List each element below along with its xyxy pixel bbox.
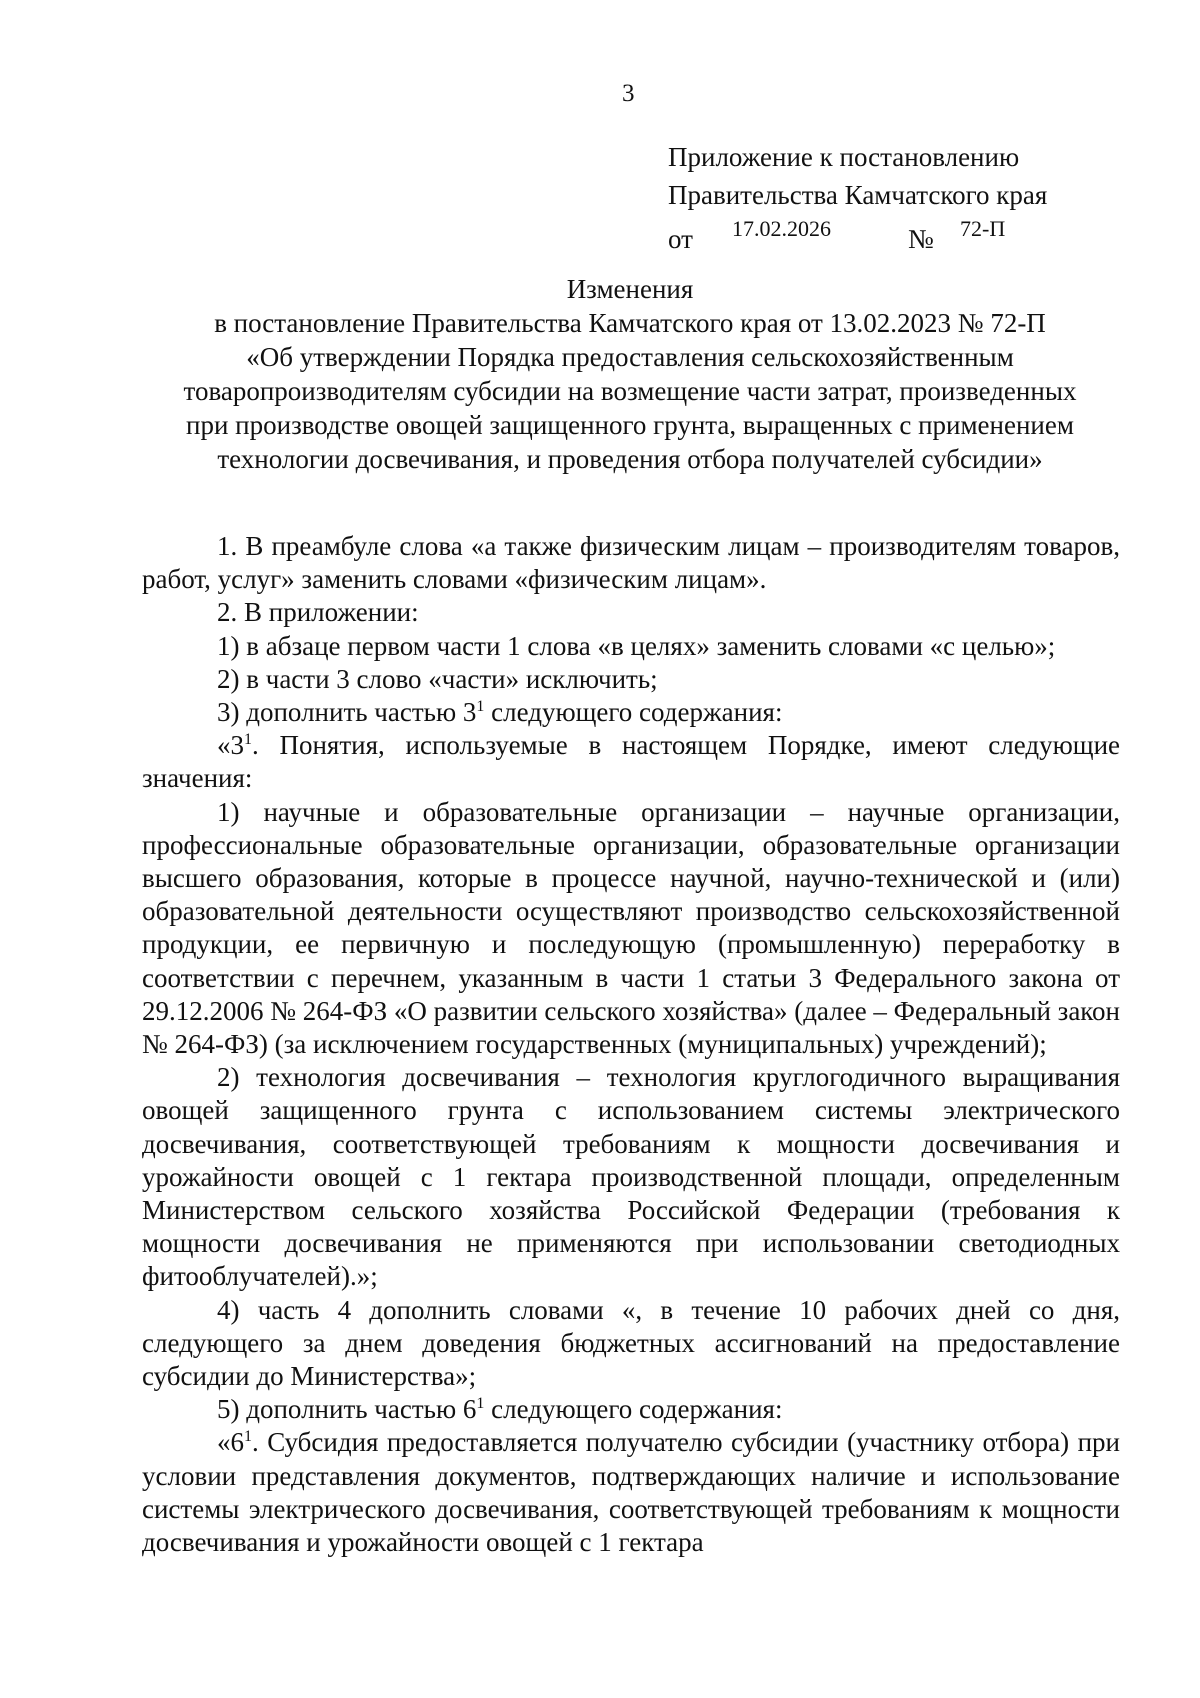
paragraph-10-text-b: следующего содержания:	[484, 1394, 783, 1425]
number-label: №	[908, 224, 934, 254]
decree-date: 17.02.2026	[732, 216, 831, 241]
paragraph-11-text-b: . Субсидия предоставляется получателю субсидии (участнику отбора) при условии представления документов, подтверждающих наличие и использование системы электрического досвечивания, соответствующей требованиям к мощности досвечивания и урожайности овощей с 1 гектара	[142, 1427, 1120, 1558]
title-line-3: «Об утверждении Порядка предоставления сельскохозяйственным	[246, 342, 1014, 372]
title-line-6: технологии досвечивания, и проведения отбора получателей субсидии»	[217, 444, 1043, 474]
paragraph-4: 2) в части 3 слово «части» исключить;	[217, 663, 658, 694]
paragraph-11-superscript: 1	[244, 1428, 252, 1446]
paragraph-3: 1) в абзаце первом части 1 слова «в целях» заменить словами «с целью»;	[217, 630, 1056, 661]
paragraph-6-text-a: «3	[217, 730, 244, 761]
paragraph-11	[142, 1426, 1120, 1559]
paragraph-5-text-b: следующего содержания:	[484, 697, 783, 728]
paragraph-9: 4) часть 4 дополнить словами «, в течение 10 рабочих дней со дня, следующего за днем доведения бюджетных ассигнований на предоставление субсидии до Министерства»;	[142, 1294, 1120, 1392]
title-line-5: при производстве овощей защищенного грунта, выращенных с применением	[186, 410, 1074, 440]
paragraph-6-superscript: 1	[244, 731, 252, 749]
paragraph-6	[142, 729, 1120, 795]
appendix-line-2: Правительства Камчатского края	[668, 180, 1048, 210]
paragraph-2: 2. В приложении:	[217, 597, 419, 628]
paragraph-7: 1) научные и образовательные организации – научные организации, профессиональные образовательные организации, образовательные организации высшего образования, которые в процессе научной, научно-технической и (или) образовательной деятельности осуществляют производство сельскохозяйственной продукции, ее первичную и последующую (промышленную) переработку в соответствии с перечнем, указанным в части 1 статьи 3 Федерального закона от 29.12.2006 № 264-ФЗ «О развитии сельского хозяйства» (далее – Федеральный закон № 264-ФЗ) (за исключением государственных (муниципальных) учреждений);	[142, 796, 1120, 1060]
title-line-2: в постановление Правительства Камчатского края от 13.02.2023 № 72-П	[214, 308, 1046, 338]
page-number: 3	[622, 80, 635, 107]
paragraph-10	[142, 1393, 1120, 1426]
paragraph-5	[142, 696, 1120, 729]
paragraph-1: 1. В преамбуле слова «а также физическим лицам – производителям товаров, работ, услуг» заменить словами «физическим лицам».	[142, 531, 1120, 595]
document-body	[142, 530, 1120, 1559]
title-line-1: Изменения	[566, 274, 694, 304]
from-label: от	[668, 224, 693, 254]
paragraph-10-superscript: 1	[476, 1395, 485, 1413]
paragraph-8: 2) технология досвечивания – технология круглогодичного выращивания овощей защищенного грунта с использованием системы электрического досвечивания, соответствующей требованиям к мощности досвечивания и урожайности овощей с 1 гектара производственной площади, определенным Министерством сельского хозяйства Российской Федерации (требования к мощности досвечивания не применяются при использовании светодиодных фитооблучателей).»;	[142, 1062, 1120, 1292]
appendix-date-line	[668, 214, 1047, 252]
paragraph-11-text-a: «6	[217, 1427, 244, 1458]
appendix-header	[668, 138, 1047, 252]
paragraph-5-text-a: 3) дополнить частью 3	[217, 697, 477, 728]
document-title	[140, 272, 1120, 476]
paragraph-10-text-a: 5) дополнить частью 6	[217, 1394, 477, 1425]
paragraph-5-superscript: 1	[476, 698, 485, 716]
title-line-4: товаропроизводителям субсидии на возмещение части затрат, произведенных	[183, 376, 1077, 406]
paragraph-6-text-b: . Понятия, используемые в настоящем Порядке, имеют следующие значения:	[142, 730, 1120, 794]
appendix-line-1: Приложение к постановлению	[668, 142, 1020, 172]
decree-number: 72-П	[960, 216, 1006, 241]
